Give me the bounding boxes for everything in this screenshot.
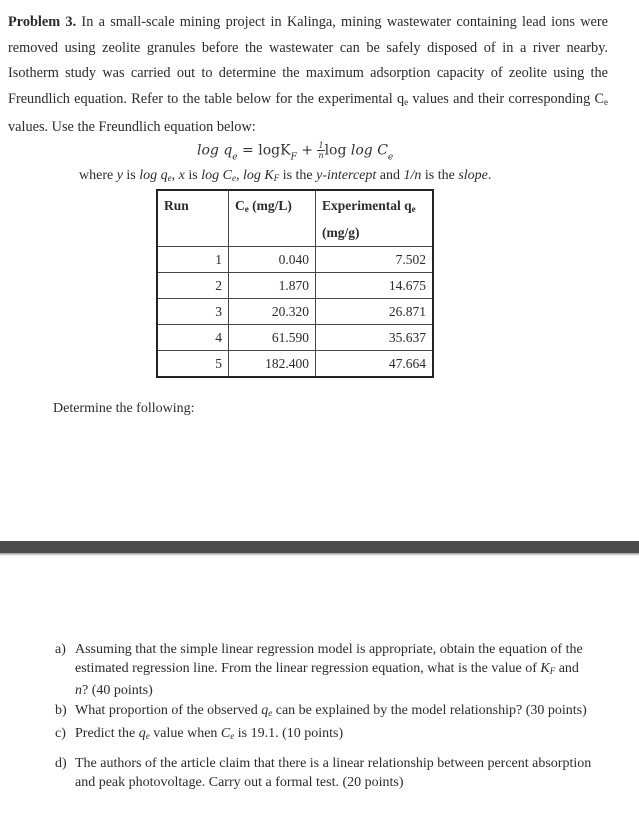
page-divider — [0, 541, 639, 553]
determine-heading: Determine the following: — [53, 401, 195, 416]
variable-definitions: where y is $\log q_e$, x is $\log C_e$, $\log K_F$ is the y-intercept and 1/n is the slope. — [79, 168, 492, 183]
question-b: b) What proportion of the observed $q_e$ can be explained by the model relationship? (30 points) — [55, 703, 587, 718]
table-header-row — [157, 190, 433, 247]
question-list — [55, 640, 595, 792]
header-ce: $C_e$ (mg/L) — [229, 190, 316, 247]
freundlich-equation: $\log q_e = \log K_F$ + $\frac{1}{n}$ $\log \log C_e$ — [197, 141, 394, 163]
problem-label: Problem 3. — [8, 14, 77, 30]
header-qe: Experimental $q_e$ (mg/g) — [316, 190, 434, 247]
question-c: c) Predict the $q_e$ value when $C_e$ is 19.1. (10 points) — [55, 726, 344, 741]
question-d: d) The authors of the article claim that there is a linear relationship between percent absorption and peak photovoltage. Carry out a formal test. (20 points) — [55, 756, 592, 790]
table-row: 4 61.590 35.637 — [157, 325, 433, 351]
table-row: 2 1.870 14.675 — [157, 273, 433, 299]
question-a: a) Assuming that the simple linear regression model is appropriate, obtain the equation of the estimated regression line. From the linear regression equation, what is the value of $K_F$ and n? (40 points) — [55, 642, 583, 698]
table-row: 1 0.040 7.502 — [157, 247, 433, 273]
table-row: 5 182.400 47.664 — [157, 351, 433, 378]
problem-statement: Problem 3. In a small-scale mining project in Kalinga, mining wastewater containing lead ions were removed using zeolite granules before the wastewater can be safely disposed of in a river nearby. Isotherm study was carried out to determine the maximum adsorption capacity of zeolite using the Freundlich equation. Refer to the table below for the experimental $q_e$ values and their corresponding $C_e$ values. Use the Freundlich equation below: — [8, 14, 608, 136]
isotherm-data-table — [156, 189, 434, 378]
table-row: 3 20.320 26.871 — [157, 299, 433, 325]
page-divider-shadow — [0, 553, 639, 556]
header-run: Run — [157, 190, 229, 247]
fraction-one-over-n: $\frac{1}{n}$ — [318, 141, 324, 160]
